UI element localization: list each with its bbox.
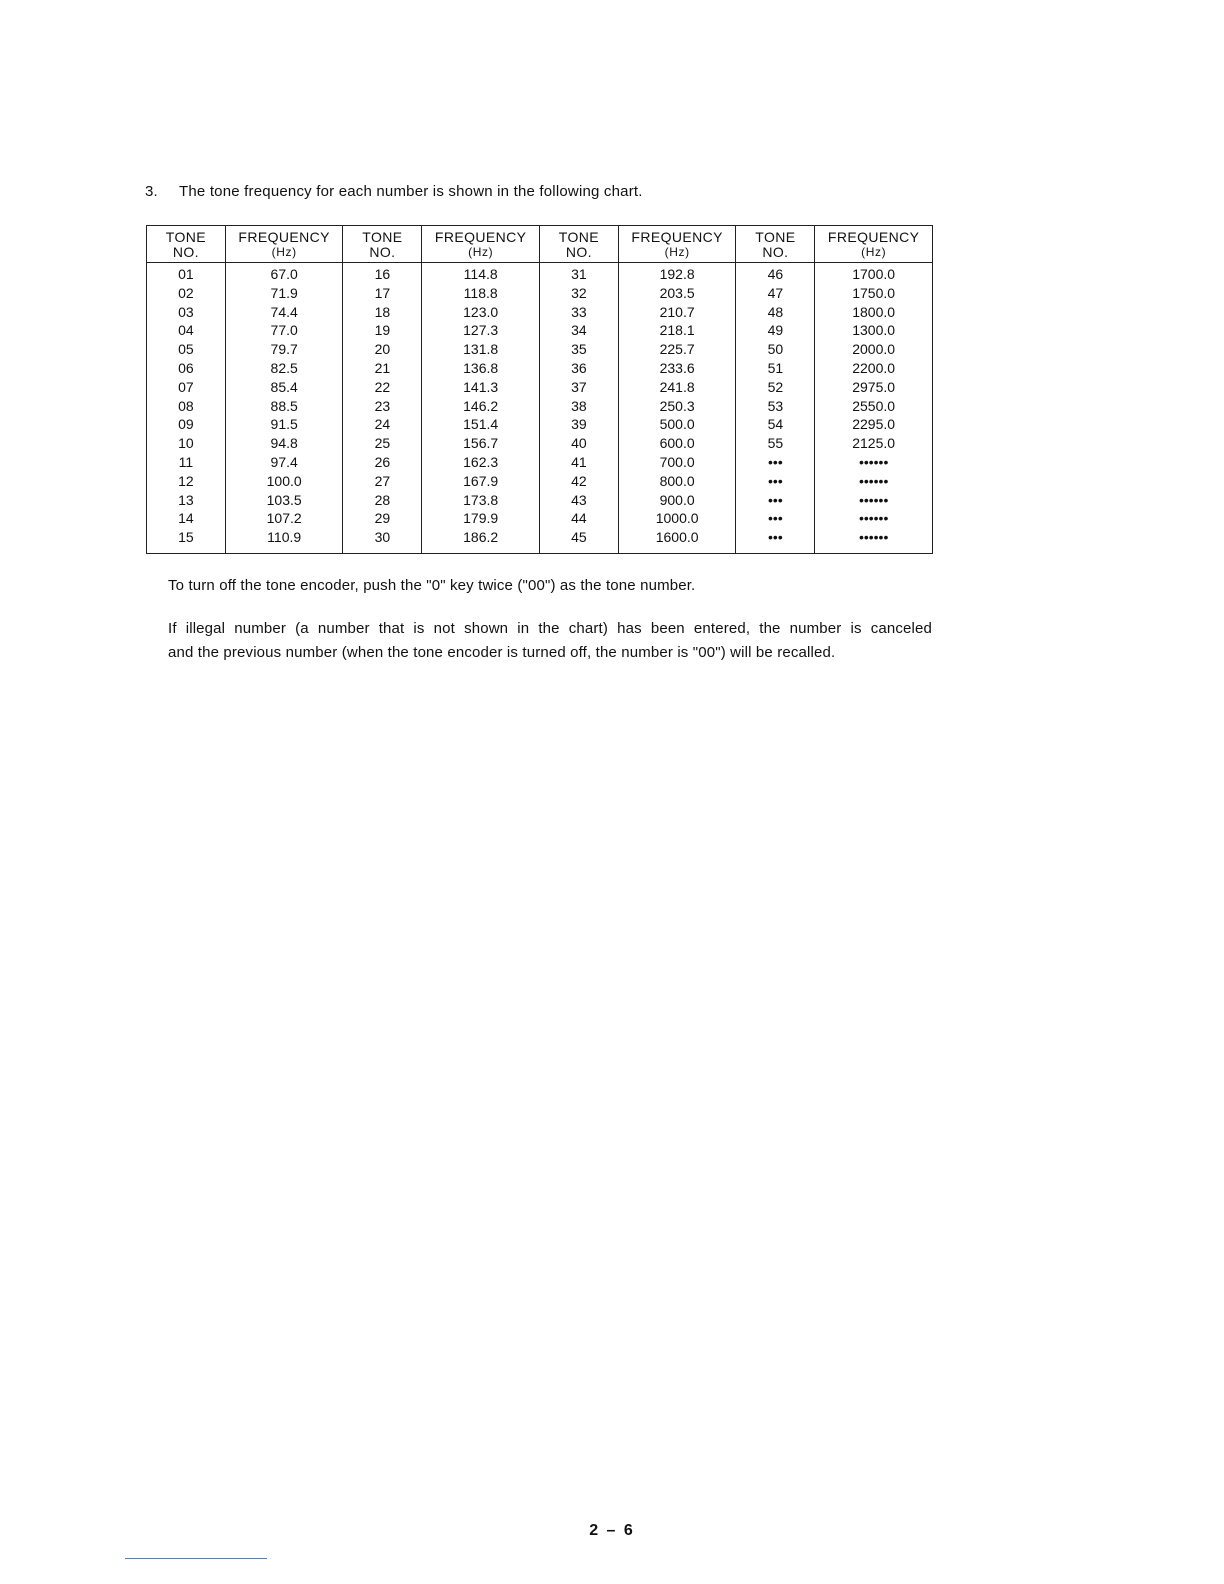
tone-number-cell: 24	[343, 415, 422, 434]
frequency-cell: 97.4	[225, 453, 343, 472]
frequency-cell: 1600.0	[618, 528, 736, 553]
column-header-line1: FREQUENCY	[631, 229, 723, 245]
page-number: 2 – 6	[589, 1522, 635, 1539]
column-header-line2: (Hz)	[468, 245, 494, 259]
tone-number-cell: 38	[539, 397, 618, 416]
column-header	[815, 226, 933, 263]
frequency-cell: 162.3	[422, 453, 540, 472]
column-header-line2: NO.	[369, 244, 396, 260]
frequency-cell: 203.5	[618, 284, 736, 303]
column-header-line1: FREQUENCY	[434, 229, 527, 245]
frequency-cell: 173.8	[422, 491, 540, 510]
frequency-cell: 218.1	[618, 321, 736, 340]
tone-number-cell: 19	[343, 321, 422, 340]
tone-number-cell: 32	[539, 284, 618, 303]
tone-number-cell: 06	[178, 359, 194, 376]
column-header	[225, 226, 343, 263]
frequency-cell: 192.8	[618, 263, 736, 284]
table-row	[147, 340, 933, 359]
frequency-cell: 131.8	[422, 340, 540, 359]
tone-number-cell: 05	[178, 341, 194, 358]
tone-number-cell: 07	[178, 378, 194, 395]
frequency-cell: 123.0	[422, 303, 540, 322]
frequency-cell: 100.0	[225, 472, 343, 491]
tone-number-cell: •••	[736, 491, 815, 510]
tone-number-cell: 40	[539, 434, 618, 453]
tone-frequency-table	[146, 225, 933, 554]
illegal-number-note-line-2: and the previous number (when the tone encoder is turned off, the number is "00") will be recalled.	[168, 644, 836, 661]
tone-number-cell: 51	[736, 359, 815, 378]
tone-number-cell: 22	[343, 378, 422, 397]
tone-number-cell: 25	[343, 434, 422, 453]
table-row	[147, 434, 933, 453]
tone-number-cell: 49	[736, 321, 815, 340]
frequency-cell: 141.3	[422, 378, 540, 397]
frequency-cell: 2295.0	[815, 415, 933, 434]
tone-number-cell: 55	[736, 434, 815, 453]
column-header-line1: TONE	[558, 229, 600, 245]
column-header-line1: TONE	[755, 229, 796, 245]
table-header-row	[147, 226, 933, 263]
table-row	[147, 528, 933, 553]
frequency-cell: 82.5	[225, 359, 343, 378]
tone-number-cell: 31	[539, 263, 618, 284]
tone-number-cell: •••	[736, 528, 815, 553]
table-row	[147, 378, 933, 397]
tone-number-cell: 47	[736, 284, 815, 303]
frequency-cell: 136.8	[422, 359, 540, 378]
table-row	[147, 359, 933, 378]
frequency-cell: 91.5	[225, 415, 343, 434]
column-header-line1: TONE	[165, 229, 207, 245]
column-header	[539, 226, 618, 263]
frequency-cell: 110.9	[225, 528, 343, 553]
column-header-line2: NO.	[762, 244, 789, 260]
tone-off-instruction: To turn off the tone encoder, push the "0" key twice ("00") as the tone number.	[168, 577, 696, 594]
table-row	[147, 303, 933, 322]
frequency-cell: 210.7	[618, 303, 736, 322]
tone-number-cell: 50	[736, 340, 815, 359]
tone-number-cell: 33	[539, 303, 618, 322]
frequency-cell: 85.4	[225, 378, 343, 397]
frequency-cell: 1000.0	[618, 509, 736, 528]
frequency-cell: 2550.0	[815, 397, 933, 416]
table-row	[147, 472, 933, 491]
tone-number-cell: 29	[343, 509, 422, 528]
tone-number-cell: 53	[736, 397, 815, 416]
column-header	[147, 226, 226, 263]
frequency-cell: 79.7	[225, 340, 343, 359]
frequency-cell: 1700.0	[815, 263, 933, 284]
tone-number-cell: 34	[539, 321, 618, 340]
frequency-cell: 2000.0	[815, 340, 933, 359]
tone-number-cell: 11	[178, 453, 194, 470]
frequency-cell: 241.8	[618, 378, 736, 397]
tone-number-cell: 30	[343, 528, 422, 553]
item-number: 3.	[145, 183, 158, 200]
frequency-cell: 167.9	[422, 472, 540, 491]
frequency-cell: 600.0	[618, 434, 736, 453]
table-row	[147, 509, 933, 528]
tone-number-cell: 52	[736, 378, 815, 397]
table-row	[147, 491, 933, 510]
tone-number-cell: 20	[343, 340, 422, 359]
tone-number-cell: 03	[178, 303, 194, 320]
tone-number-cell: 39	[539, 415, 618, 434]
illegal-number-note-line-1: If illegal number (a number that is not shown in the chart) has been entered, the number is canceled	[168, 620, 932, 637]
frequency-cell: 107.2	[225, 509, 343, 528]
tone-number-cell: 23	[343, 397, 422, 416]
table-body	[147, 263, 933, 554]
tone-number-cell: 37	[539, 378, 618, 397]
frequency-cell: 114.8	[422, 263, 540, 284]
frequency-cell: 1800.0	[815, 303, 933, 322]
frequency-cell: 2975.0	[815, 378, 933, 397]
table-row	[147, 284, 933, 303]
tone-number-cell: 48	[736, 303, 815, 322]
frequency-cell: 179.9	[422, 509, 540, 528]
column-header-line2: (Hz)	[861, 245, 887, 259]
frequency-cell: 1300.0	[815, 321, 933, 340]
tone-number-cell: 08	[178, 397, 194, 414]
frequency-cell: 118.8	[422, 284, 540, 303]
tone-number-cell: 54	[736, 415, 815, 434]
tone-number-cell: 15	[178, 529, 194, 546]
table-row	[147, 263, 933, 284]
column-header-line1: FREQUENCY	[238, 229, 330, 245]
frequency-cell: 103.5	[225, 491, 343, 510]
frequency-cell: 1750.0	[815, 284, 933, 303]
tone-number-cell: 10	[178, 435, 194, 452]
tone-number-cell: 02	[178, 284, 194, 301]
column-header-line2: (Hz)	[271, 245, 297, 259]
tone-number-cell: 17	[343, 284, 422, 303]
intro-line	[145, 183, 643, 200]
table-row	[147, 415, 933, 434]
column-header-line1: FREQUENCY	[827, 229, 920, 245]
frequency-cell: 225.7	[618, 340, 736, 359]
column-header	[736, 226, 815, 263]
frequency-cell: 900.0	[618, 491, 736, 510]
intro-text: The tone frequency for each number is shown in the following chart.	[179, 183, 643, 200]
frequency-cell: 2200.0	[815, 359, 933, 378]
frequency-cell: ••••••	[815, 453, 933, 472]
frequency-cell: ••••••	[815, 528, 933, 553]
tone-number-cell: •••	[736, 472, 815, 491]
tone-number-cell: 28	[343, 491, 422, 510]
tone-number-cell: 09	[178, 416, 194, 433]
tone-number-cell: 21	[343, 359, 422, 378]
tone-number-cell: •••	[736, 509, 815, 528]
frequency-cell: 700.0	[618, 453, 736, 472]
table-row	[147, 321, 933, 340]
frequency-cell: 186.2	[422, 528, 540, 553]
tone-number-cell: 13	[178, 491, 194, 508]
scan-edge-line	[125, 1558, 267, 1559]
tone-number-cell: 43	[539, 491, 618, 510]
frequency-cell: 71.9	[225, 284, 343, 303]
frequency-cell: 151.4	[422, 415, 540, 434]
tone-number-cell: 27	[343, 472, 422, 491]
tone-number-cell: 14	[178, 510, 194, 527]
tone-number-cell: 35	[539, 340, 618, 359]
table-row	[147, 453, 933, 472]
tone-number-cell: 12	[178, 472, 194, 489]
column-header-line2: NO.	[172, 244, 199, 260]
frequency-cell: 500.0	[618, 415, 736, 434]
tone-number-cell: 18	[343, 303, 422, 322]
frequency-cell: 94.8	[225, 434, 343, 453]
frequency-cell: ••••••	[815, 509, 933, 528]
tone-number-cell: 04	[178, 322, 194, 339]
column-header	[343, 226, 422, 263]
frequency-cell: 67.0	[225, 263, 343, 284]
tone-number-cell: 46	[736, 263, 815, 284]
column-header	[618, 226, 736, 263]
table-row	[147, 397, 933, 416]
frequency-cell: 800.0	[618, 472, 736, 491]
tone-number-cell: 42	[539, 472, 618, 491]
frequency-cell: ••••••	[815, 491, 933, 510]
frequency-cell: 146.2	[422, 397, 540, 416]
tone-number-cell: 01	[178, 266, 194, 282]
frequency-cell: 2125.0	[815, 434, 933, 453]
column-header	[422, 226, 540, 263]
frequency-cell: 127.3	[422, 321, 540, 340]
tone-number-cell: 41	[539, 453, 618, 472]
column-header-line2: (Hz)	[664, 245, 690, 259]
tone-number-cell: 26	[343, 453, 422, 472]
tone-number-cell: 45	[539, 528, 618, 553]
frequency-cell: 88.5	[225, 397, 343, 416]
frequency-cell: 74.4	[225, 303, 343, 322]
frequency-cell: 233.6	[618, 359, 736, 378]
frequency-cell: ••••••	[815, 472, 933, 491]
frequency-cell: 156.7	[422, 434, 540, 453]
column-header-line2: NO.	[565, 244, 592, 260]
frequency-cell: 77.0	[225, 321, 343, 340]
frequency-cell: 250.3	[618, 397, 736, 416]
column-header-line1: TONE	[362, 229, 403, 245]
tone-number-cell: 44	[539, 509, 618, 528]
tone-number-cell: 16	[343, 263, 422, 284]
tone-number-cell: •••	[736, 453, 815, 472]
tone-number-cell: 36	[539, 359, 618, 378]
